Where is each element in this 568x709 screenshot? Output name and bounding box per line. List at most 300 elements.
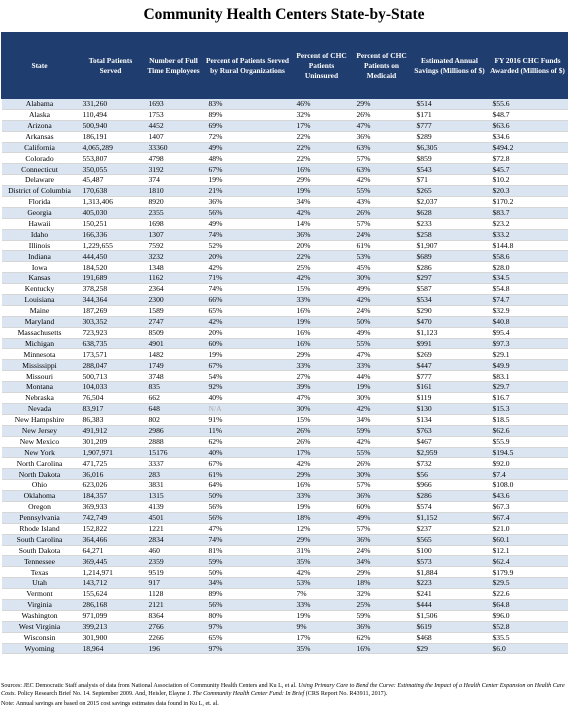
rural-percent-cell: 49% [204,142,292,153]
table-row [2,120,568,131]
uninsured-percent-cell: 17% [292,120,352,131]
funds-awarded-cell: $72.8 [488,153,568,164]
total-patients-cell: 152,822 [78,523,144,534]
uninsured-percent-cell: 35% [292,556,352,567]
total-patients-cell: 45,487 [78,175,144,186]
funds-awarded-cell: $18.5 [488,414,568,425]
medicaid-percent-cell: 36% [352,534,412,545]
employees-cell: 3337 [144,458,204,469]
funds-awarded-cell: $34.5 [488,273,568,284]
total-patients-cell: 638,735 [78,338,144,349]
annual-savings-cell: $543 [412,164,488,175]
table-header-row [2,33,568,99]
annual-savings-cell: $1,506 [412,610,488,621]
annual-savings-cell: $171 [412,109,488,120]
state-cell: Maine [2,305,78,316]
savings-note: Note: Annual savings are based on 2015 cost savings estimates data found in Ku L, et. al. [1,701,219,707]
rural-percent-cell: 36% [204,197,292,208]
annual-savings-cell: $966 [412,480,488,491]
col-header-total-patients: Total Patients Served [78,33,144,99]
table-row [2,360,568,371]
employees-cell: 8509 [144,327,204,338]
annual-savings-cell: $689 [412,251,488,262]
annual-savings-cell: $447 [412,360,488,371]
medicaid-percent-cell: 36% [352,621,412,632]
funds-awarded-cell: $29.7 [488,382,568,393]
annual-savings-cell: $859 [412,153,488,164]
employees-cell: 8364 [144,610,204,621]
rural-percent-cell: 19% [204,175,292,186]
annual-savings-cell: $269 [412,349,488,360]
medicaid-percent-cell: 30% [352,469,412,480]
uninsured-percent-cell: 30% [292,403,352,414]
rural-percent-cell: 97% [204,621,292,632]
total-patients-cell: 364,466 [78,534,144,545]
annual-savings-cell: $574 [412,501,488,512]
table-row [2,534,568,545]
medicaid-percent-cell: 42% [352,403,412,414]
rural-percent-cell: 89% [204,109,292,120]
uninsured-percent-cell: 47% [292,393,352,404]
state-cell: Kansas [2,273,78,284]
employees-cell: 1407 [144,131,204,142]
table-row [2,273,568,284]
annual-savings-cell: $29 [412,643,488,654]
funds-awarded-cell: $34.6 [488,131,568,142]
state-cell: Ohio [2,480,78,491]
rural-percent-cell: 56% [204,207,292,218]
total-patients-cell: 301,209 [78,436,144,447]
table-row [2,186,568,197]
state-cell: Mississippi [2,360,78,371]
table-row [2,458,568,469]
annual-savings-cell: $161 [412,382,488,393]
medicaid-percent-cell: 44% [352,371,412,382]
medicaid-percent-cell: 42% [352,295,412,306]
state-cell: Kentucky [2,284,78,295]
state-cell: Montana [2,382,78,393]
funds-awarded-cell: $45.7 [488,164,568,175]
rural-percent-cell: 69% [204,120,292,131]
table-row [2,262,568,273]
state-cell: Pennsylvania [2,512,78,523]
total-patients-cell: 166,336 [78,229,144,240]
funds-awarded-cell: $67.4 [488,512,568,523]
medicaid-percent-cell: 26% [352,109,412,120]
medicaid-percent-cell: 34% [352,414,412,425]
employees-cell: 1482 [144,349,204,360]
total-patients-cell: 623,026 [78,480,144,491]
annual-savings-cell: $290 [412,305,488,316]
annual-savings-cell: $1,907 [412,240,488,251]
table-row [2,632,568,643]
annual-savings-cell: $71 [412,175,488,186]
table-row [2,109,568,120]
table-row [2,643,568,654]
employees-cell: 4901 [144,338,204,349]
medicaid-percent-cell: 33% [352,360,412,371]
rural-percent-cell: 56% [204,512,292,523]
annual-savings-cell: $763 [412,425,488,436]
total-patients-cell: 369,445 [78,556,144,567]
employees-cell: 1753 [144,109,204,120]
chc-state-table [1,32,568,654]
funds-awarded-cell: $15.3 [488,403,568,414]
state-cell: Oklahoma [2,491,78,502]
annual-savings-cell: $2,037 [412,197,488,208]
total-patients-cell: 1,907,971 [78,447,144,458]
table-row [2,469,568,480]
state-cell: Rhode Island [2,523,78,534]
table-row [2,480,568,491]
total-patients-cell: 399,213 [78,621,144,632]
annual-savings-cell: $297 [412,273,488,284]
rural-percent-cell: 83% [204,99,292,110]
employees-cell: 2364 [144,284,204,295]
annual-savings-cell: $991 [412,338,488,349]
funds-awarded-cell: $194.5 [488,447,568,458]
annual-savings-cell: $286 [412,262,488,273]
uninsured-percent-cell: 39% [292,382,352,393]
col-header-medicaid-percent: Percent of CHC Patients on Medicaid [352,33,412,99]
annual-savings-cell: $777 [412,120,488,131]
annual-savings-cell: $628 [412,207,488,218]
medicaid-percent-cell: 49% [352,284,412,295]
funds-awarded-cell: $83.7 [488,207,568,218]
uninsured-percent-cell: 42% [292,273,352,284]
uninsured-percent-cell: 22% [292,142,352,153]
table-row [2,99,568,110]
state-cell: Florida [2,197,78,208]
table-row [2,305,568,316]
employees-cell: 1348 [144,262,204,273]
state-cell: Massachusetts [2,327,78,338]
rural-percent-cell: 19% [204,349,292,360]
annual-savings-cell: $514 [412,99,488,110]
uninsured-percent-cell: 27% [292,371,352,382]
total-patients-cell: 1,214,971 [78,567,144,578]
table-row [2,599,568,610]
rural-percent-cell: 47% [204,523,292,534]
funds-awarded-cell: $16.7 [488,393,568,404]
medicaid-percent-cell: 42% [352,436,412,447]
medicaid-percent-cell: 30% [352,273,412,284]
funds-awarded-cell: $29.5 [488,578,568,589]
employees-cell: 1693 [144,99,204,110]
annual-savings-cell: $1,152 [412,512,488,523]
rural-percent-cell: 81% [204,545,292,556]
total-patients-cell: 110,494 [78,109,144,120]
funds-awarded-cell: $494.2 [488,142,568,153]
medicaid-percent-cell: 47% [352,349,412,360]
funds-awarded-cell: $21.0 [488,523,568,534]
annual-savings-cell: $100 [412,545,488,556]
medicaid-percent-cell: 24% [352,305,412,316]
table-row [2,131,568,142]
rural-percent-cell: 60% [204,338,292,349]
medicaid-percent-cell: 26% [352,207,412,218]
rural-percent-cell: 21% [204,186,292,197]
total-patients-cell: 971,099 [78,610,144,621]
funds-awarded-cell: $55.9 [488,436,568,447]
annual-savings-cell: $134 [412,414,488,425]
total-patients-cell: 303,352 [78,316,144,327]
state-cell: Connecticut [2,164,78,175]
state-cell: Wyoming [2,643,78,654]
total-patients-cell: 191,689 [78,273,144,284]
total-patients-cell: 288,047 [78,360,144,371]
rural-percent-cell: 67% [204,164,292,175]
state-cell: Colorado [2,153,78,164]
annual-savings-cell: $237 [412,523,488,534]
funds-awarded-cell: $54.8 [488,284,568,295]
rural-percent-cell: 20% [204,327,292,338]
employees-cell: 2300 [144,295,204,306]
medicaid-percent-cell: 62% [352,632,412,643]
total-patients-cell: 444,450 [78,251,144,262]
state-cell: Georgia [2,207,78,218]
state-cell: California [2,142,78,153]
state-cell: Wisconsin [2,632,78,643]
employees-cell: 3831 [144,480,204,491]
uninsured-percent-cell: 17% [292,447,352,458]
uninsured-percent-cell: 15% [292,414,352,425]
state-cell: Delaware [2,175,78,186]
total-patients-cell: 104,033 [78,382,144,393]
employees-cell: 7592 [144,240,204,251]
employees-cell: 1589 [144,305,204,316]
total-patients-cell: 170,638 [78,186,144,197]
employees-cell: 2986 [144,425,204,436]
rural-percent-cell: 64% [204,480,292,491]
funds-awarded-cell: $60.1 [488,534,568,545]
total-patients-cell: 350,055 [78,164,144,175]
employees-cell: 460 [144,545,204,556]
funds-awarded-cell: $108.0 [488,480,568,491]
funds-awarded-cell: $7.4 [488,469,568,480]
uninsured-percent-cell: 35% [292,643,352,654]
rural-percent-cell: 80% [204,610,292,621]
table-row [2,393,568,404]
employees-cell: 1698 [144,218,204,229]
employees-cell: 1128 [144,589,204,600]
table-row [2,501,568,512]
uninsured-percent-cell: 42% [292,458,352,469]
rural-percent-cell: 59% [204,556,292,567]
total-patients-cell: 36,016 [78,469,144,480]
table-row [2,512,568,523]
table-row [2,229,568,240]
medicaid-percent-cell: 57% [352,480,412,491]
state-cell: Alaska [2,109,78,120]
employees-cell: 1749 [144,360,204,371]
total-patients-cell: 301,900 [78,632,144,643]
rural-percent-cell: 42% [204,262,292,273]
uninsured-percent-cell: 16% [292,327,352,338]
uninsured-percent-cell: 7% [292,589,352,600]
employees-cell: 4452 [144,120,204,131]
total-patients-cell: 155,624 [78,589,144,600]
funds-awarded-cell: $64.8 [488,599,568,610]
uninsured-percent-cell: 15% [292,284,352,295]
rural-percent-cell: 40% [204,393,292,404]
funds-awarded-cell: $23.2 [488,218,568,229]
table-row [2,545,568,556]
rural-percent-cell: 91% [204,414,292,425]
state-cell: Utah [2,578,78,589]
funds-awarded-cell: $32.9 [488,305,568,316]
total-patients-cell: 344,364 [78,295,144,306]
uninsured-percent-cell: 33% [292,360,352,371]
state-cell: Indiana [2,251,78,262]
rural-percent-cell: 42% [204,316,292,327]
medicaid-percent-cell: 53% [352,251,412,262]
funds-awarded-cell: $35.5 [488,632,568,643]
table-row [2,197,568,208]
uninsured-percent-cell: 46% [292,99,352,110]
annual-savings-cell: $534 [412,295,488,306]
total-patients-cell: 64,271 [78,545,144,556]
employees-cell: 283 [144,469,204,480]
rural-percent-cell: 50% [204,567,292,578]
annual-savings-cell: $223 [412,578,488,589]
medicaid-percent-cell: 43% [352,197,412,208]
funds-awarded-cell: $179.9 [488,567,568,578]
medicaid-percent-cell: 26% [352,458,412,469]
rural-percent-cell: 49% [204,218,292,229]
uninsured-percent-cell: 19% [292,610,352,621]
uninsured-percent-cell: 20% [292,240,352,251]
medicaid-percent-cell: 55% [352,338,412,349]
state-cell: Louisiana [2,295,78,306]
total-patients-cell: 186,191 [78,131,144,142]
funds-awarded-cell: $12.1 [488,545,568,556]
state-cell: Arkansas [2,131,78,142]
uninsured-percent-cell: 26% [292,436,352,447]
total-patients-cell: 187,269 [78,305,144,316]
medicaid-percent-cell: 29% [352,567,412,578]
employees-cell: 835 [144,382,204,393]
uninsured-percent-cell: 16% [292,305,352,316]
uninsured-percent-cell: 34% [292,197,352,208]
funds-awarded-cell: $92.0 [488,458,568,469]
rural-percent-cell: 62% [204,436,292,447]
funds-awarded-cell: $96.0 [488,610,568,621]
total-patients-cell: 83,917 [78,403,144,414]
uninsured-percent-cell: 53% [292,578,352,589]
rural-percent-cell: 61% [204,469,292,480]
total-patients-cell: 491,912 [78,425,144,436]
total-patients-cell: 405,030 [78,207,144,218]
table-row [2,207,568,218]
medicaid-percent-cell: 50% [352,316,412,327]
funds-awarded-cell: $144.8 [488,240,568,251]
uninsured-percent-cell: 25% [292,262,352,273]
rural-percent-cell: 65% [204,632,292,643]
total-patients-cell: 4,065,289 [78,142,144,153]
total-patients-cell: 86,383 [78,414,144,425]
medicaid-percent-cell: 59% [352,425,412,436]
table-row [2,556,568,567]
table-row [2,621,568,632]
document-title: Community Health Centers State-by-State [143,6,425,23]
funds-awarded-cell: $55.6 [488,99,568,110]
employees-cell: 2266 [144,632,204,643]
state-cell: West Virginia [2,621,78,632]
uninsured-percent-cell: 42% [292,567,352,578]
uninsured-percent-cell: 33% [292,491,352,502]
employees-cell: 1810 [144,186,204,197]
funds-awarded-cell: $170.2 [488,197,568,208]
uninsured-percent-cell: 29% [292,534,352,545]
table-row [2,218,568,229]
employees-cell: 374 [144,175,204,186]
uninsured-percent-cell: 33% [292,295,352,306]
medicaid-percent-cell: 57% [352,218,412,229]
funds-awarded-cell: $43.6 [488,491,568,502]
table-row [2,578,568,589]
rural-percent-cell: 74% [204,229,292,240]
employees-cell: 2355 [144,207,204,218]
annual-savings-cell: $258 [412,229,488,240]
total-patients-cell: 500,940 [78,120,144,131]
annual-savings-cell: $233 [412,218,488,229]
total-patients-cell: 378,258 [78,284,144,295]
uninsured-percent-cell: 26% [292,425,352,436]
employees-cell: 1315 [144,491,204,502]
funds-awarded-cell: $49.9 [488,360,568,371]
total-patients-cell: 553,807 [78,153,144,164]
employees-cell: 3748 [144,371,204,382]
annual-savings-cell: $241 [412,589,488,600]
state-cell: Iowa [2,262,78,273]
state-cell: Illinois [2,240,78,251]
funds-awarded-cell: $97.3 [488,338,568,349]
medicaid-percent-cell: 36% [352,131,412,142]
state-cell: North Dakota [2,469,78,480]
medicaid-percent-cell: 16% [352,643,412,654]
annual-savings-cell: $289 [412,131,488,142]
annual-savings-cell: $565 [412,534,488,545]
table-row [2,240,568,251]
table-row [2,589,568,600]
annual-savings-cell: $130 [412,403,488,414]
total-patients-cell: 18,964 [78,643,144,654]
state-cell: Alabama [2,99,78,110]
rural-percent-cell: 67% [204,458,292,469]
employees-cell: 4139 [144,501,204,512]
rural-percent-cell: 34% [204,578,292,589]
employees-cell: 2834 [144,534,204,545]
funds-awarded-cell: $63.6 [488,120,568,131]
state-cell: Arizona [2,120,78,131]
state-cell: Nevada [2,403,78,414]
annual-savings-cell: $1,123 [412,327,488,338]
state-cell: Missouri [2,371,78,382]
annual-savings-cell: $573 [412,556,488,567]
employees-cell: 2747 [144,316,204,327]
rural-percent-cell: 72% [204,131,292,142]
uninsured-percent-cell: 22% [292,153,352,164]
total-patients-cell: 286,168 [78,599,144,610]
table-row [2,447,568,458]
medicaid-percent-cell: 57% [352,153,412,164]
employees-cell: 33360 [144,142,204,153]
sources-footnote: Sources: JEC Democratic Staff analysis of data from National Association of Community Health Centers and Ku L, et al. Using Primary Care to Bend the Curve: Estimating the Impact of a Health Center Expansion on Health Care Costs. Policy Research Brief No. 14. September 2009. And, Heisler, Elayne J. The Community Health Center Fund: In Brief (CRS Report No. R43911, 2017). [1,683,565,698]
funds-awarded-cell: $58.6 [488,251,568,262]
col-header-employees: Number of Full Time Employees [144,33,204,99]
uninsured-percent-cell: 17% [292,632,352,643]
